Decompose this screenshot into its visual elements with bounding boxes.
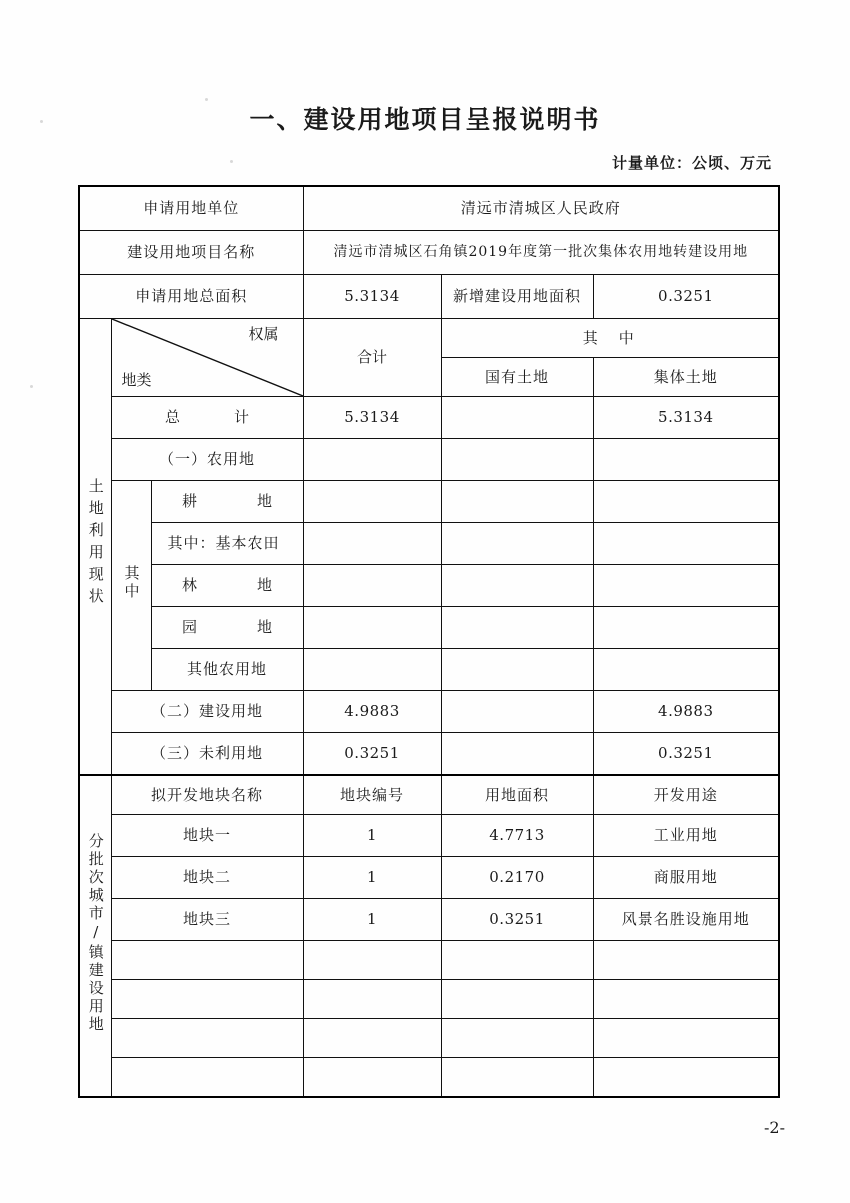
row-collective-value: 0.3251 (593, 733, 779, 776)
plot-code: 1 (303, 899, 441, 941)
plot-area-header: 用地面积 (441, 775, 593, 815)
row-total-value (303, 565, 441, 607)
row-state-value (441, 649, 593, 691)
plot-name (111, 1058, 303, 1098)
table-row-applicant (79, 186, 779, 231)
table-row-batch-header (79, 775, 779, 815)
table-row-grand-total (79, 397, 779, 439)
row-label-total: 总 计 (111, 397, 303, 439)
row-label-garden: 园 地 (151, 607, 303, 649)
plot-use (593, 1058, 779, 1098)
page-number: -2- (764, 1118, 785, 1137)
row-total-value (303, 607, 441, 649)
row-total-value: 5.3134 (303, 397, 441, 439)
row-collective-value (593, 649, 779, 691)
row-label-construction: （二）建设用地 (111, 691, 303, 733)
page-title: 一、建设用地项目呈报说明书 (249, 105, 601, 134)
table-row-plot-empty (79, 1019, 779, 1058)
table-row-plot (79, 815, 779, 857)
plot-code: 1 (303, 857, 441, 899)
plot-name (111, 1019, 303, 1058)
row-state-value (441, 691, 593, 733)
row-label-agricultural: （一）农用地 (111, 439, 303, 481)
table-row-plot (79, 857, 779, 899)
plot-name: 地块三 (111, 899, 303, 941)
table-row-garden (79, 607, 779, 649)
table-row-basic-farmland (79, 523, 779, 565)
total-area-value: 5.3134 (303, 275, 441, 319)
plot-area: 0.3251 (441, 899, 593, 941)
table-row-plot-empty (79, 941, 779, 980)
plot-use (593, 980, 779, 1019)
landtype-axis-label: 地类 (121, 371, 152, 390)
table-row-unused (79, 733, 779, 776)
row-total-value (303, 649, 441, 691)
row-collective-value (593, 523, 779, 565)
row-label-other-agricultural: 其他农用地 (151, 649, 303, 691)
row-total-value: 0.3251 (303, 733, 441, 776)
row-label-cultivated: 耕 地 (151, 481, 303, 523)
table-row-plot (79, 899, 779, 941)
plot-use: 商服用地 (593, 857, 779, 899)
project-label: 建设用地项目名称 (79, 231, 303, 275)
measurement-unit-note: 计量单位：公顷、万元 (611, 154, 772, 172)
state-land-header: 国有土地 (441, 358, 593, 397)
plot-code (303, 980, 441, 1019)
scan-speck (30, 385, 33, 388)
table-row-areas (79, 275, 779, 319)
table-row-cultivated (79, 481, 779, 523)
row-total-value (303, 523, 441, 565)
agricultural-sub-label-text: 其中 (122, 565, 141, 602)
project-value: 清远市清城区石角镇2019年度第一批次集体农用地转建设用地 (303, 231, 779, 275)
table-row-agricultural (79, 439, 779, 481)
row-collective-value: 4.9883 (593, 691, 779, 733)
plot-name (111, 941, 303, 980)
plot-name-header: 拟开发地块名称 (111, 775, 303, 815)
table-row-construction (79, 691, 779, 733)
plot-area (441, 1019, 593, 1058)
row-total-value: 4.9883 (303, 691, 441, 733)
row-label-unused: （三）未利用地 (111, 733, 303, 776)
plot-area: 4.7713 (441, 815, 593, 857)
new-construction-area-value: 0.3251 (593, 275, 779, 319)
row-state-value (441, 481, 593, 523)
agricultural-sub-label (111, 481, 151, 691)
row-collective-value (593, 481, 779, 523)
table-row-plot-empty (79, 980, 779, 1019)
plot-name: 地块一 (111, 815, 303, 857)
plot-name: 地块二 (111, 857, 303, 899)
row-label-basic-farmland: 其中：基本农田 (151, 523, 303, 565)
land-status-side-label-text: 土地利用现状 (86, 478, 105, 611)
plot-area (441, 980, 593, 1019)
land-use-report-form (78, 185, 778, 1098)
plot-use: 风景名胜设施用地 (593, 899, 779, 941)
plot-code (303, 1058, 441, 1098)
table-row-plot-empty (79, 1058, 779, 1098)
row-state-value (441, 397, 593, 439)
total-column-header: 合计 (303, 319, 441, 397)
total-area-label: 申请用地总面积 (79, 275, 303, 319)
ownership-axis-label: 权属 (248, 325, 279, 343)
new-construction-area-label: 新增建设用地面积 (441, 275, 593, 319)
row-collective-value: 5.3134 (593, 397, 779, 439)
plot-code (303, 1019, 441, 1058)
applicant-label: 申请用地单位 (79, 186, 303, 231)
row-collective-value (593, 607, 779, 649)
plot-area: 0.2170 (441, 857, 593, 899)
row-state-value (441, 565, 593, 607)
land-status-side-label (79, 319, 111, 776)
row-collective-value (593, 565, 779, 607)
plot-use (593, 1019, 779, 1058)
plot-area (441, 941, 593, 980)
collective-land-header: 集体土地 (593, 358, 779, 397)
applicant-value: 清远市清城区人民政府 (303, 186, 779, 231)
row-label-forest: 林 地 (151, 565, 303, 607)
row-collective-value (593, 439, 779, 481)
table-row-other-agricultural (79, 649, 779, 691)
report-table (78, 185, 780, 1098)
plot-area (441, 1058, 593, 1098)
table-row-project (79, 231, 779, 275)
batch-section-side-label (79, 775, 111, 1097)
axis-corner-cell (111, 319, 303, 397)
table-row-forest (79, 565, 779, 607)
row-state-value (441, 523, 593, 565)
row-state-value (441, 439, 593, 481)
row-state-value (441, 607, 593, 649)
plot-code: 1 (303, 815, 441, 857)
plot-code (303, 941, 441, 980)
row-state-value (441, 733, 593, 776)
plot-use (593, 941, 779, 980)
plot-name (111, 980, 303, 1019)
batch-section-side-label-text: 分批次城市/镇建设用地 (86, 833, 105, 1035)
row-total-value (303, 439, 441, 481)
plot-use-header: 开发用途 (593, 775, 779, 815)
table-row-matrix-header-top (79, 319, 779, 358)
plot-use: 工业用地 (593, 815, 779, 857)
among-which-header: 其 中 (441, 319, 779, 358)
plot-code-header: 地块编号 (303, 775, 441, 815)
row-total-value (303, 481, 441, 523)
